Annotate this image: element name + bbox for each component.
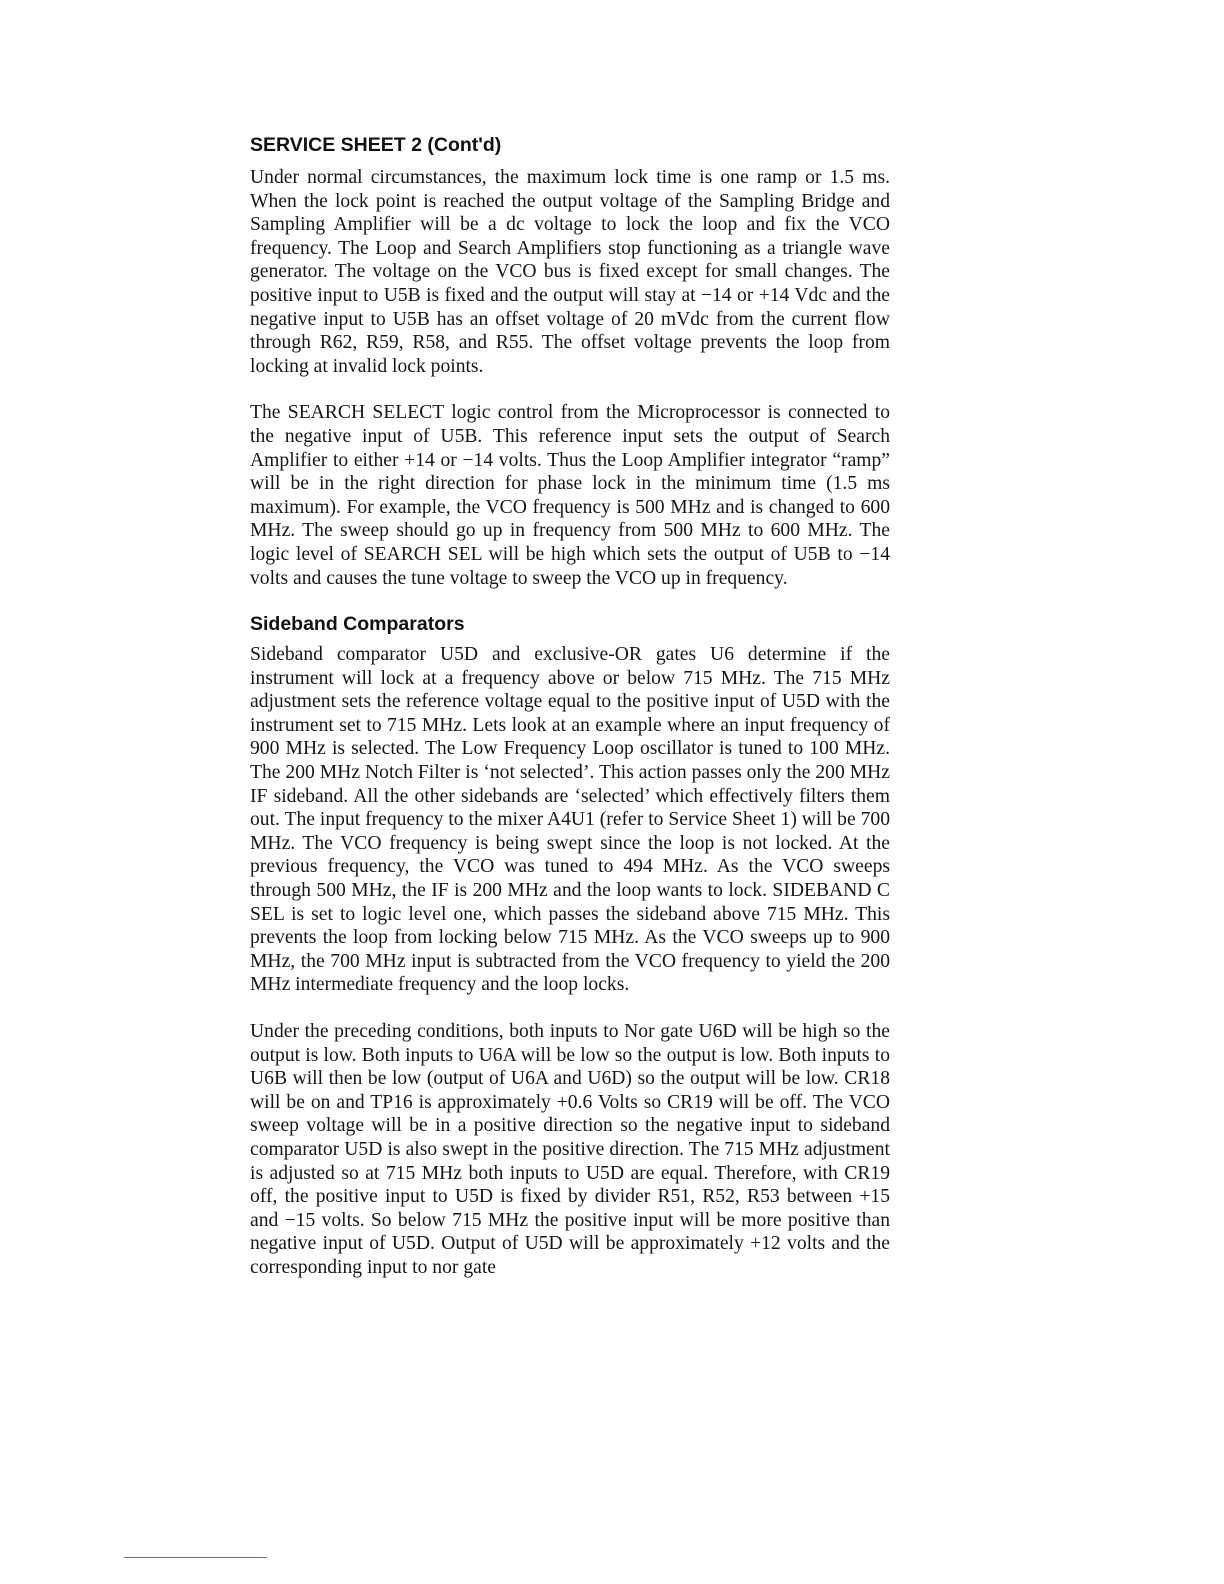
- paragraph-nor-gate-conditions: Under the preceding conditions, both inputs to Nor gate U6D will be high so the output is low. Both inputs to U6A will be low so the output is low. Both inputs to U6B will then be low (output of U6A and U6D) so the output will be low. CR18 will be on and TP16 is approximately +0.6 Volts so CR19 will be off. The VCO sweep voltage will be in a positive direction so the negative input to sideband comparator U5D is also swept in the positive direction. The 715 MHz adjustment is adjusted so at 715 MHz both inputs to U5D are equal. Therefore, with CR19 off, the positive input to U5D is fixed by divider R51, R52, R53 between +15 and −15 volts. So below 715 MHz the positive input will be more positive than negative input of U5D. Output of U5D will be approximately +12 volts and the corresponding input to nor gate: [250, 1021, 890, 1278]
- document-body: [250, 133, 890, 1280]
- section-heading-sideband-comparators: Sideband Comparators: [250, 613, 465, 636]
- paragraph-sideband-comparator: Sideband comparator U5D and exclusive-OR gates U6 determine if the instrument will lock at a frequency above or below 715 MHz. The 715 MHz adjustment sets the reference voltage equal to the positive input of U5D with the instrument set to 715 MHz. Lets look at an example where an input frequency of 900 MHz is selected. The Low Frequency Loop oscillator is tuned to 100 MHz. The 200 MHz Notch Filter is ‘not selected’. This action passes only the 200 MHz IF sideband. All the other sidebands are ‘selected’ which effectively filters them out. The input frequency to the mixer A4U1 (refer to Service Sheet 1) will be 700 MHz. The VCO frequency is being swept since the loop is not locked. At the previous frequency, the VCO was tuned to 494 MHz. As the VCO sweeps through 500 MHz, the IF is 200 MHz and the loop wants to lock. SIDEBAND C SEL is set to logic level one, which passes the sideband above 715 MHz. This prevents the loop from locking below 715 MHz. As the VCO sweeps up to 900 MHz, the 700 MHz input is subtracted from the VCO frequency to yield the 200 MHz intermediate frequency and the loop locks.: [250, 644, 890, 996]
- footnote-divider: [124, 1557, 267, 1558]
- paragraph-search-select: The SEARCH SELECT logic control from the Microprocessor is connected to the negative input of U5B. This reference input sets the output of Search Amplifier to either +14 or −14 volts. Thus the Loop Amplifier integrator “ramp” will be in the right direction for phase lock in the minimum time (1.5 ms maximum). For example, the VCO frequency is 500 MHz and is changed to 600 MHz. The sweep should go up in frequency from 500 MHz to 600 MHz. The logic level of SEARCH SEL will be high which sets the output of U5B to −14 volts and causes the tune voltage to sweep the VCO up in frequency.: [250, 402, 890, 589]
- page-heading: SERVICE SHEET 2 (Cont'd): [250, 134, 502, 156]
- paragraph-lock-time: Under normal circumstances, the maximum lock time is one ramp or 1.5 ms. When the lock point is reached the output voltage of the Sampling Bridge and Sampling Amplifier will be a dc voltage to lock the loop and fix the VCO frequency. The Loop and Search Amplifiers stop functioning as a triangle wave generator. The voltage on the VCO bus is fixed except for small changes. The positive input to U5B is fixed and the output will stay at −14 or +14 Vdc and the negative input to U5B has an offset voltage of 20 mVdc from the current flow through R62, R59, R58, and R55. The offset voltage prevents the loop from locking at invalid lock points.: [250, 167, 890, 377]
